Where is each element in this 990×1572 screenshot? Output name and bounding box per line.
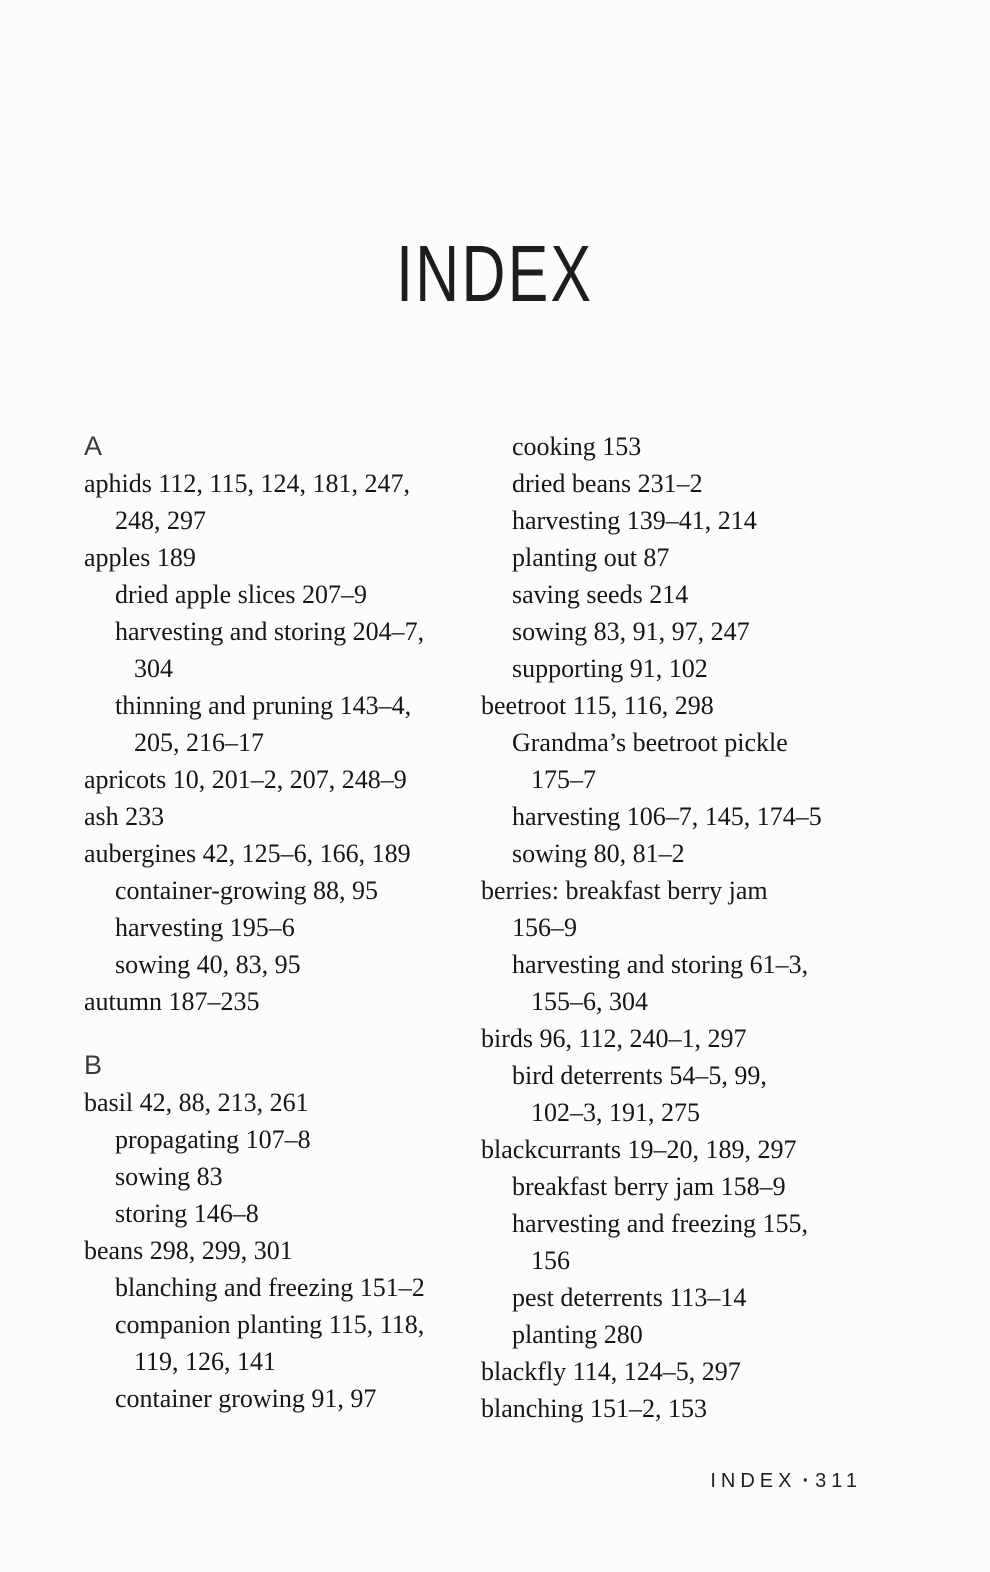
index-entry-line: beans 298, 299, 301 xyxy=(84,1236,293,1265)
index-entry-line: harvesting 139–41, 214 xyxy=(512,506,757,535)
index-entry-line: Grandma’s beetroot pickle xyxy=(512,728,788,757)
index-entry-line: 304 xyxy=(134,654,173,683)
index-entry-line: dried beans 231–2 xyxy=(512,469,703,498)
index-entry-line: beetroot 115, 116, 298 xyxy=(481,691,714,720)
index-entry-line: propagating 107–8 xyxy=(115,1125,311,1154)
index-entry-line: harvesting and freezing 155, xyxy=(512,1209,809,1238)
index-entry-line: harvesting 106–7, 145, 174–5 xyxy=(512,802,822,831)
page-footer xyxy=(710,1470,862,1493)
index-entry-line: basil 42, 88, 213, 261 xyxy=(84,1088,309,1117)
index-entry-line: container growing 91, 97 xyxy=(115,1384,377,1413)
index-entry-line: aphids 112, 115, 124, 181, 247, xyxy=(84,469,410,498)
index-entry-line: harvesting 195–6 xyxy=(115,913,295,942)
index-entry-line: storing 146–8 xyxy=(115,1199,259,1228)
index-entry-line: ash 233 xyxy=(84,802,165,831)
index-entry-line: sowing 80, 81–2 xyxy=(512,839,685,868)
index-entry-line: companion planting 115, 118, xyxy=(115,1310,425,1339)
section-heading-b: B xyxy=(84,1050,103,1080)
index-entry-line: 156 xyxy=(531,1246,570,1275)
index-entry-line: breakfast berry jam 158–9 xyxy=(512,1172,786,1201)
index-entry-line: berries: breakfast berry jam xyxy=(481,876,768,905)
index-entry-line: saving seeds 214 xyxy=(512,580,689,609)
footer-page-number: 311 xyxy=(815,1470,862,1492)
index-entry-line: birds 96, 112, 240–1, 297 xyxy=(481,1024,747,1053)
index-column-right xyxy=(481,428,951,1427)
page-title-text: INDEX xyxy=(396,229,594,318)
index-columns xyxy=(0,428,990,1427)
index-entry-line: blackcurrants 19–20, 189, 297 xyxy=(481,1135,797,1164)
index-entry-line: supporting 91, 102 xyxy=(512,654,708,683)
index-entry-line: container-growing 88, 95 xyxy=(115,876,379,905)
index-entry-line: aubergines 42, 125–6, 166, 189 xyxy=(84,839,411,868)
index-entry-line: planting out 87 xyxy=(512,543,670,572)
index-entry-line: bird deterrents 54–5, 99, xyxy=(512,1061,767,1090)
index-entry-line: 248, 297 xyxy=(115,506,206,535)
index-entry-line: 102–3, 191, 275 xyxy=(531,1098,700,1127)
index-entry-line: sowing 40, 83, 95 xyxy=(115,950,301,979)
index-entry-line: 156–9 xyxy=(512,913,577,942)
index-entry-line: blackfly 114, 124–5, 297 xyxy=(481,1357,741,1386)
page-title xyxy=(0,0,990,318)
index-entry-line: pest deterrents 113–14 xyxy=(512,1283,747,1312)
index-entry-line: 205, 216–17 xyxy=(134,728,264,757)
index-entry-line: blanching and freezing 151–2 xyxy=(115,1273,425,1302)
section-heading-a: A xyxy=(84,431,103,461)
index-entry-line: blanching 151–2, 153 xyxy=(481,1394,708,1423)
index-entry-line: harvesting and storing 61–3, xyxy=(512,950,809,979)
footer-section-label: INDEX xyxy=(710,1470,797,1492)
index-entry-line: 175–7 xyxy=(531,765,596,794)
index-entry-line: apples 189 xyxy=(84,543,196,572)
index-entry-line: apricots 10, 201–2, 207, 248–9 xyxy=(84,765,407,794)
index-entry-line: autumn 187–235 xyxy=(84,987,260,1016)
index-entry-line: harvesting and storing 204–7, xyxy=(115,617,425,646)
footer-separator-dot: · xyxy=(802,1470,810,1492)
index-entry-line: planting 280 xyxy=(512,1320,643,1349)
index-entry-line: dried apple slices 207–9 xyxy=(115,580,367,609)
index-entry-line: 155–6, 304 xyxy=(531,987,648,1016)
index-entry-line: thinning and pruning 143–4, xyxy=(115,691,412,720)
index-entry-line: 119, 126, 141 xyxy=(134,1347,277,1376)
index-entry-line: cooking 153 xyxy=(512,432,642,461)
index-entry-line: sowing 83 xyxy=(115,1162,223,1191)
index-entry-line: sowing 83, 91, 97, 247 xyxy=(512,617,750,646)
index-column-left xyxy=(84,428,481,1427)
